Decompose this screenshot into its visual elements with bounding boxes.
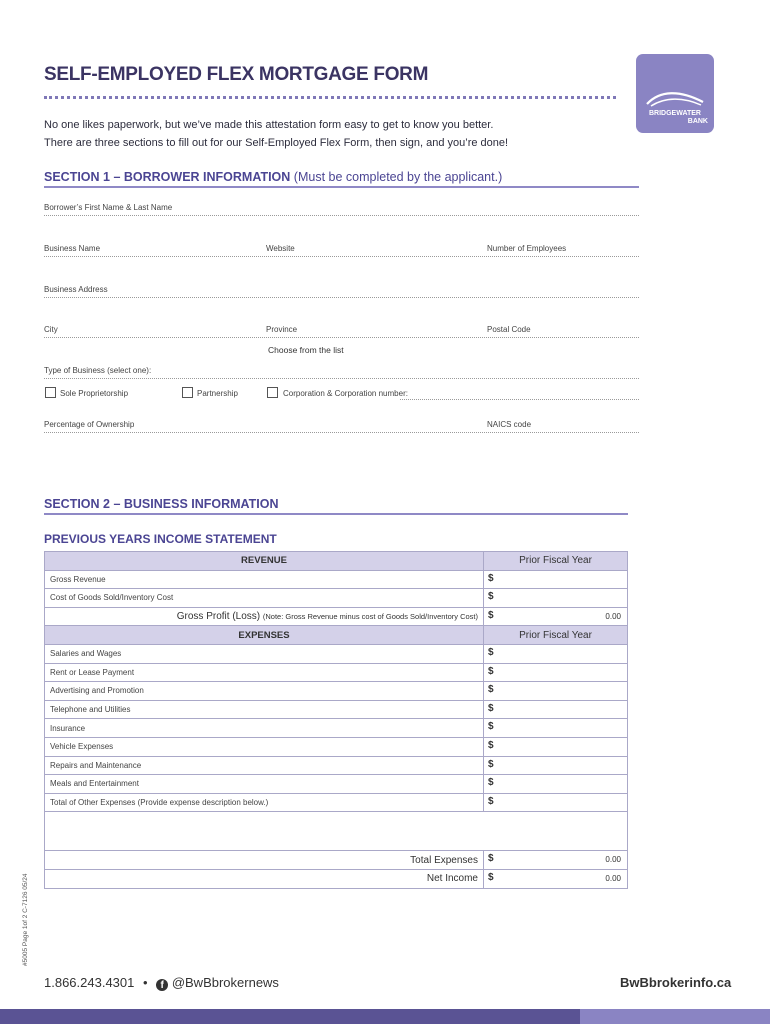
gross-profit-value: 0.00 — [605, 611, 621, 621]
expense-label: Insurance — [45, 719, 484, 738]
table-row — [45, 682, 628, 701]
partnership-checkbox[interactable] — [182, 387, 193, 398]
website-label: Website — [266, 244, 295, 253]
expense-input[interactable] — [484, 793, 628, 812]
revenue-header-row — [45, 552, 628, 571]
currency-symbol: $ — [488, 795, 494, 807]
business-address-label: Business Address — [44, 285, 108, 294]
wave-icon — [645, 92, 705, 108]
currency-symbol: $ — [488, 646, 494, 658]
business-address-field[interactable] — [44, 297, 639, 298]
cogs-label: Cost of Goods Sold/Inventory Cost — [45, 589, 484, 608]
expense-input[interactable] — [484, 719, 628, 738]
borrower-name-label: Borrower’s First Name & Last Name — [44, 203, 173, 212]
expenses-header-row — [45, 626, 628, 645]
gross-profit-value-cell — [484, 607, 628, 626]
bridgewater-logo — [636, 54, 714, 133]
income-statement-table — [44, 551, 628, 889]
bullet-separator: • — [143, 975, 148, 990]
table-row — [45, 644, 628, 663]
expense-label: Rent or Lease Payment — [45, 663, 484, 682]
section2-heading: SECTION 2 – BUSINESS INFORMATION — [44, 497, 279, 511]
currency-symbol: $ — [488, 721, 494, 733]
expense-description-input[interactable] — [45, 812, 628, 851]
expense-label: Total of Other Expenses (Provide expense description below.) — [45, 793, 484, 812]
footer-website[interactable]: BwBbrokerinfo.ca — [620, 975, 732, 990]
net-income-label: Net Income — [45, 869, 484, 888]
expense-label: Meals and Entertainment — [45, 775, 484, 794]
province-select[interactable]: Choose from the list — [268, 345, 344, 355]
income-statement-heading: PREVIOUS YEARS INCOME STATEMENT — [44, 532, 277, 546]
corporation-label: Corporation & Corporation number: — [283, 389, 408, 398]
province-label: Province — [266, 325, 298, 334]
dotted-divider — [44, 96, 616, 99]
currency-symbol: $ — [488, 684, 494, 696]
table-row — [45, 719, 628, 738]
phone-number: 1.866.243.4301 — [44, 975, 135, 990]
currency-symbol: $ — [488, 777, 494, 789]
table-row — [45, 589, 628, 608]
table-row — [45, 793, 628, 812]
expense-input[interactable] — [484, 644, 628, 663]
logo-text-line1: BRIDGEWATER — [649, 110, 701, 117]
currency-symbol: $ — [488, 853, 494, 865]
gross-profit-row — [45, 607, 628, 626]
expense-label: Repairs and Maintenance — [45, 756, 484, 775]
form-number: #5005 Page 1of 2 C-7126 05/24 — [22, 873, 29, 966]
sole-proprietorship-checkbox[interactable] — [45, 387, 56, 398]
social-handle[interactable]: @BwBbrokernews — [171, 975, 279, 990]
gross-profit-note: (Note: Gross Revenue minus cost of Goods Sold/Inventory Cost) — [262, 612, 478, 622]
ownership-label: Percentage of Ownership — [44, 420, 135, 429]
table-row — [45, 663, 628, 682]
intro-line-1: No one likes paperwork, but we’ve made this attestation form easy to get to know you better. — [44, 119, 494, 131]
footer-band-light — [580, 1009, 770, 1024]
type-divider — [44, 378, 639, 379]
expense-label: Vehicle Expenses — [45, 737, 484, 756]
section1-note: (Must be completed by the applicant.) — [293, 170, 503, 184]
type-of-business-label: Type of Business (select one): — [44, 366, 152, 375]
facebook-icon: f — [156, 979, 168, 991]
corporation-number-field[interactable] — [400, 399, 639, 400]
logo-text-line2: BANK — [687, 118, 708, 125]
city-label: City — [44, 325, 58, 334]
expenses-header: EXPENSES — [45, 626, 484, 645]
currency-symbol: $ — [488, 758, 494, 770]
section2-underline — [44, 513, 628, 515]
table-row — [45, 700, 628, 719]
expense-label: Salaries and Wages — [45, 644, 484, 663]
naics-label: NAICS code — [487, 420, 532, 429]
gross-profit-label — [45, 607, 484, 626]
corporation-checkbox[interactable] — [267, 387, 278, 398]
ownership-row-field[interactable] — [44, 432, 639, 433]
postal-code-label: Postal Code — [487, 325, 531, 334]
expense-input[interactable] — [484, 756, 628, 775]
expense-label: Advertising and Promotion — [45, 682, 484, 701]
table-row — [45, 775, 628, 794]
intro-text — [44, 116, 508, 152]
total-expenses-label: Total Expenses — [45, 851, 484, 870]
currency-symbol: $ — [488, 739, 494, 751]
table-row — [45, 756, 628, 775]
gross-revenue-label: Gross Revenue — [45, 570, 484, 589]
employees-label: Number of Employees — [487, 244, 567, 253]
expense-input[interactable] — [484, 682, 628, 701]
sole-proprietorship-label: Sole Proprietorship — [60, 389, 129, 398]
currency-symbol: $ — [488, 572, 494, 584]
section1-title: SECTION 1 – BORROWER INFORMATION — [44, 170, 291, 184]
revenue-header: REVENUE — [45, 552, 484, 571]
business-row-field[interactable] — [44, 256, 639, 257]
prior-year-header: Prior Fiscal Year — [484, 552, 628, 571]
partnership-label: Partnership — [197, 389, 238, 398]
currency-symbol: $ — [488, 591, 494, 603]
city-row-field[interactable] — [44, 337, 639, 338]
expense-input[interactable] — [484, 737, 628, 756]
expense-input[interactable] — [484, 663, 628, 682]
borrower-name-field[interactable] — [44, 215, 639, 216]
gross-revenue-input[interactable] — [484, 570, 628, 589]
currency-symbol: $ — [488, 665, 494, 677]
currency-symbol: $ — [488, 871, 494, 883]
prior-year-header-2: Prior Fiscal Year — [484, 626, 628, 645]
expense-description-row — [45, 812, 628, 851]
net-income-row — [45, 869, 628, 888]
expense-input[interactable] — [484, 700, 628, 719]
table-row — [45, 737, 628, 756]
net-income-cell — [484, 869, 628, 888]
total-expenses-value: 0.00 — [605, 855, 621, 865]
gross-profit-title: Gross Profit (Loss) — [176, 611, 261, 623]
currency-symbol: $ — [488, 609, 494, 621]
currency-symbol: $ — [488, 702, 494, 714]
total-expenses-row — [45, 851, 628, 870]
section1-heading — [44, 170, 502, 184]
footer-band-dark — [0, 1009, 580, 1024]
intro-line-2: There are three sections to fill out for our Self-Employed Flex Form, then sign, and you’re done! — [44, 137, 509, 149]
footer-contact — [44, 975, 279, 991]
expense-label: Telephone and Utilities — [45, 700, 484, 719]
page-title: SELF-EMPLOYED FLEX MORTGAGE FORM — [44, 64, 429, 85]
net-income-value: 0.00 — [605, 873, 621, 883]
section1-underline — [44, 186, 639, 188]
business-name-label: Business Name — [44, 244, 101, 253]
total-expenses-cell — [484, 851, 628, 870]
cogs-input[interactable] — [484, 589, 628, 608]
expense-input[interactable] — [484, 775, 628, 794]
table-row — [45, 570, 628, 589]
